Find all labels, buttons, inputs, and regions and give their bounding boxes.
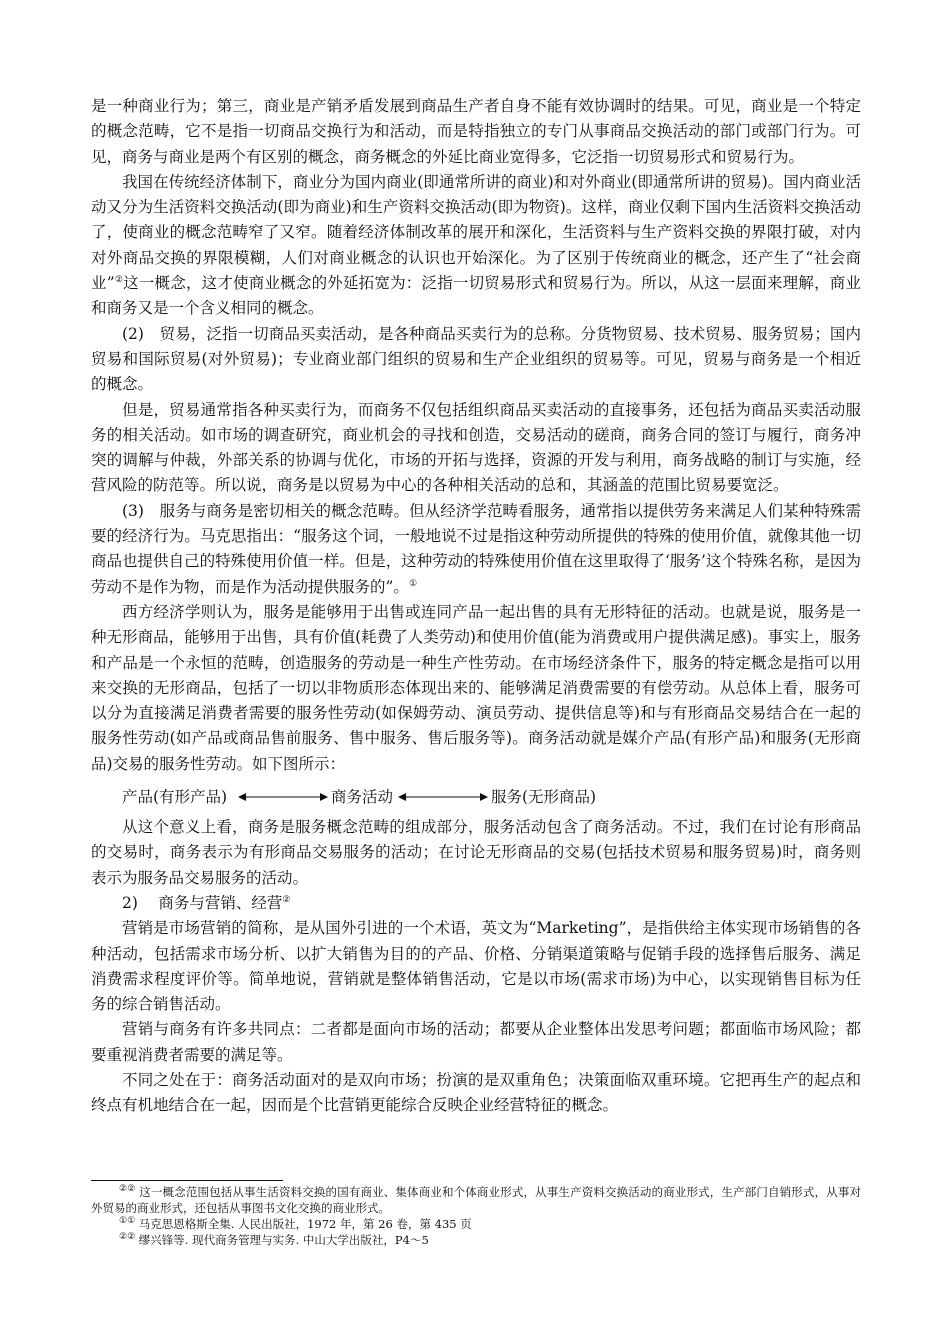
paragraph-2-text-a: 我国在传统经济体制下，商业分为国内商业(即通常所讲的商业)和对外商业(即通常所讲的贸易)。国内商业活动又分为生活资料交换活动(即为商业)和生产资料交换活动(即为物资)。这样，商业仅剩下国内生活资料交换活动了，使商业的概念范畴窄了又窄。随着经济体制改革的展开和深化，生活资料与生产资料交换的界限打破，对内对外商品交换的界限模糊，人们对商业概念的认识也开始深化。为了区别于传统商业的概念，还产生了“社会商业” xyxy=(91,172,861,293)
footnote-3 xyxy=(91,1232,861,1248)
footnote-2 xyxy=(91,1216,861,1232)
paragraph-2 xyxy=(91,170,861,322)
paragraph-marketing: 营销是市场营销的简称，是从国外引进的一个术语，英文为“Marketing”，是指供给主体实现市场销售的各种活动，包括需求市场分析、以扩大销售为目的的产品、价格、分销渠道策略与促销手段的选择售后服务、满足消费需求程度评价等。简单地说，营销就是整体销售活动，它是以市场(需求市场)为中心，以实现销售目标为任务的综合销售活动。 xyxy=(91,919,861,1014)
footnote-ref-source[interactable]: ② xyxy=(282,894,291,905)
flow-diagram xyxy=(122,783,861,811)
footnotes xyxy=(91,1184,861,1248)
footnote-1-text: 这一概念范围包括从事生活资料交换的国有商业、集体商业和个体商业形式，从事生产资料交换活动的商业形式，生产部门自销形式，从事对外贸易的商业形式，还包括从事图书文化交换的商业形式。 xyxy=(91,1185,862,1215)
paragraph-service xyxy=(91,499,861,600)
footnote-ref-marx[interactable]: ① xyxy=(408,578,418,589)
double-arrow-icon xyxy=(238,783,328,811)
flow-node-commerce: 商务活动 xyxy=(331,788,394,807)
footnote-2-mark: ①① xyxy=(119,1216,136,1227)
paragraph-common-points: 营销与商务有许多共同点：二者都是面向市场的活动；都要从企业整体出发思考问题；都面临市场风险；都要重视消费者需要的满足等。 xyxy=(91,1020,861,1064)
section-heading xyxy=(91,891,861,916)
double-arrow-icon xyxy=(398,783,488,811)
paragraph-1: 是一种商业行为；第三，商业是产销矛盾发展到商品生产者自身不能有效协调时的结果。可见，商业是一个特定的概念范畴，它不是指一切商品交换行为和活动，而是特指独立的专门从事商品交换活动的部门或部门行为。可见，商务与商业是两个有区别的概念，商务概念的外延比商业宽得多，它泛指一切贸易形式和贸易行为。 xyxy=(91,97,861,166)
footnote-separator xyxy=(91,1180,283,1181)
flow-node-service: 服务(无形商品) xyxy=(491,788,597,807)
paragraph-service-commerce: 从这个意义上看，商务是服务概念范畴的组成部分，服务活动包含了商务活动。不过，我们在讨论有形商品的交易时，商务表示为有形商品交易服务的活动；在讨论无形商品的交易(包括技术贸易和服务贸易)时，商务则表示为服务品交易服务的活动。 xyxy=(91,818,861,887)
paragraph-trade-scope: 但是，贸易通常指各种买卖行为，而商务不仅包括组织商品买卖活动的直接事务，还包括为商品买卖活动服务的相关活动。如市场的调查研究，商业机会的寻找和创造，交易活动的磋商，商务合同的签订与履行，商务冲突的调解与仲裁，外部关系的协调与优化，市场的开拓与选择，资源的开发与利用，商务战略的制订与实施，经营风险的防范等。所以说，商务是以贸易为中心的各种相关活动的总和，其涵盖的范围比贸易要宽泛。 xyxy=(91,400,861,495)
footnote-1 xyxy=(91,1184,861,1216)
footnote-3-text: 缪兴锋等. 现代商务管理与实务. 中山大学出版社，P4～5 xyxy=(138,1233,429,1247)
paragraph-service-text: (3) 服务与商务是密切相关的概念范畴。但从经济学范畴看服务，通常指以提供劳务来满足人们某种特殊需要的经济行为。马克思指出：“服务这个词，一般地说不过是指这种劳动所提供的特殊的使用价值，就像其他一切商品也提供自己的特殊使用价值一样。但是，这种劳动的特殊使用价值在这里取得了‘服务’这个特殊名称，是因为劳动不是作为物，而是作为活动提供服务的”。 xyxy=(91,501,861,596)
section-heading-text: 2) 商务与营销、经营 xyxy=(122,893,283,912)
paragraph-differences: 不同之处在于：商务活动面对的是双向市场；扮演的是双重角色；决策面临双重环境。它把再生产的起点和终点有机地结合在一起，因而是个比营销更能综合反映企业经营特征的概念。 xyxy=(91,1070,861,1115)
footnote-ref-social-commerce[interactable]: ② xyxy=(114,274,124,285)
paragraph-western-economics: 西方经济学则认为，服务是能够用于出售或连同产品一起出售的具有无形特征的活动。也就是说，服务是一种无形商品，能够用于出售，具有价值(耗费了人类劳动)和使用价值(能为消费或用户提供满足感)。事实上，服务和产品是一个永恒的范畴，创造服务的劳动是一种生产性劳动。在市场经济条件下，服务的特定概念是指可以用来交换的无形商品，包括了一切以非物质形态体现出来的、能够满足消费需要的有偿劳动。从总体上看，服务可以分为直接满足消费者需要的服务性劳动(如保姆劳动、演员劳动、提供信息等)和与有形商品交易结合在一起的服务性劳动(如产品或商品售前服务、售中服务、售后服务等)。商务活动就是媒介产品(有形产品)和服务(无形商品)交易的服务性劳动。如下图所示： xyxy=(91,602,861,773)
footnote-3-mark: ②② xyxy=(119,1232,136,1243)
paragraph-trade: (2) 贸易，泛指一切商品买卖活动，是各种商品买卖行为的总称。分货物贸易、技术贸易、服务贸易；国内贸易和国际贸易(对外贸易)；专业商业部门组织的贸易和生产企业组织的贸易等。可见，贸易与商务是一个相近的概念。 xyxy=(91,324,861,394)
document-body xyxy=(91,94,861,1119)
footnote-1-mark: ②② xyxy=(119,1184,136,1195)
paragraph-2-text-b: 这一概念，这才使商业概念的外延拓宽为：泛指一切贸易形式和贸易行为。所以，从这一层面来理解，商业和商务又是一个含义相同的概念。 xyxy=(91,274,861,318)
flow-node-product: 产品(有形产品) xyxy=(122,788,228,807)
footnote-2-text: 马克思恩格斯全集. 人民出版社，1972 年，第 26 卷，第 435 页 xyxy=(138,1217,472,1231)
